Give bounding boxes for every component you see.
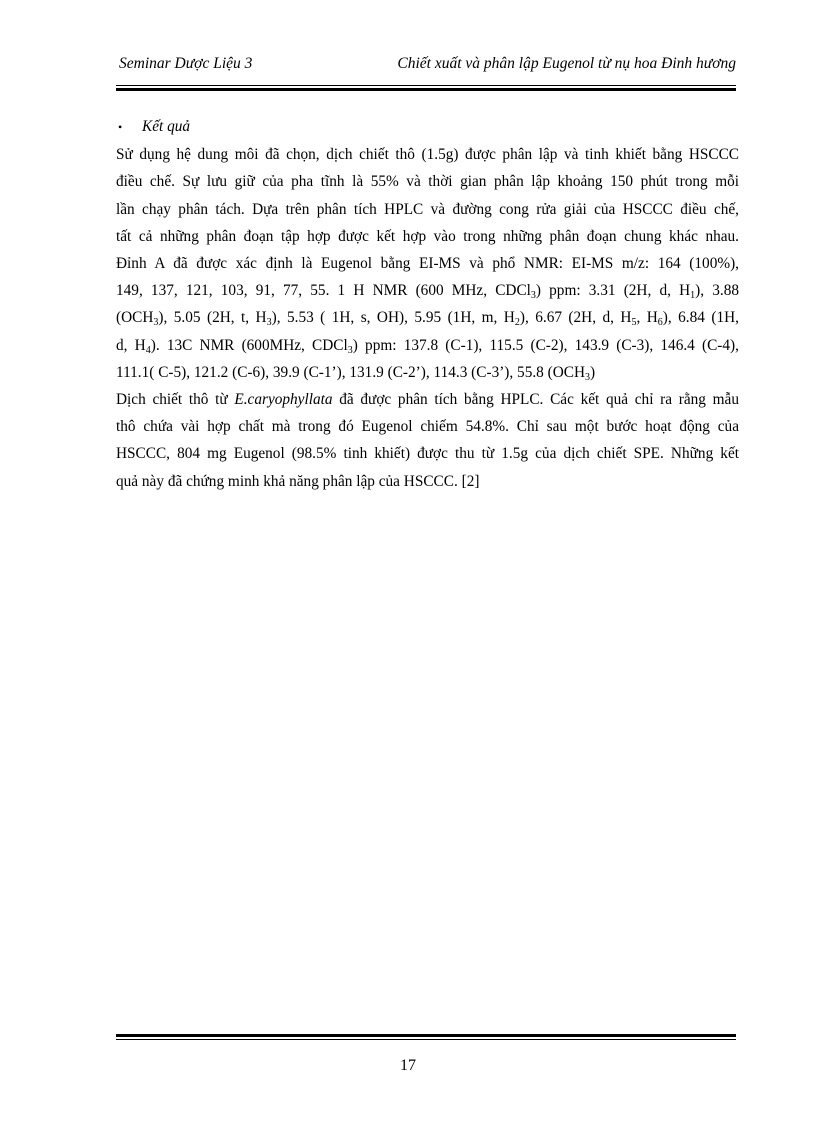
text-line: Dịch chiết thô từ E.caryophyllata đã được phân tích bằng HPLC. Các kết quả chỉ ra rằng mẫu: [116, 391, 739, 409]
text-line: $(OCH_3)$, 5.05 (2H, t, $H_3$), 5.53 ( 1H, s, OH), 5.95 (1H, m, $H_2$), 6.67 (2H, d, $H_5$, $H_6$), 6.84 (1H,: [116, 309, 739, 329]
header-rule-thick: [116, 88, 736, 91]
header-document-title: Chiết xuất và phân lập Eugenol từ nụ hoa Đinh hương: [397, 55, 736, 72]
header-rule-thin: [116, 85, 736, 86]
text-line: lần chạy phân tách. Dựa trên phân tích HPLC và đường cong rửa giải của HSCCC điều chế,: [116, 200, 739, 218]
page-number: 17: [400, 1057, 416, 1074]
footer-rule-thin: [116, 1039, 736, 1040]
text-line: thô chứa vài hợp chất mà trong đó Eugenol chiếm 54.8%. Chỉ sau một bước hoạt động của: [116, 418, 739, 436]
section-heading: [116, 113, 739, 141]
text-line: Sử dụng hệ dung môi đã chọn, dịch chiết thô (1.5g) được phân lập và tinh khiết bằng HSCCC: [116, 146, 739, 164]
text-line: HSCCC, 804 mg Eugenol (98.5% tinh khiết) được thu từ 1.5g của dịch chiết SPE. Những kết: [116, 445, 739, 463]
text-line: 149, 137, 121, 103, 91, 77, 55. 1 H NMR (600 MHz, CDCl$_3$) ppm: 3.31 (2H, d, $H_1$), 3.88: [116, 282, 739, 302]
text-line: điều chế. Sự lưu giữ của pha tĩnh là 55% và thời gian phân lập khoảng 150 phút trong mỗi: [116, 173, 739, 191]
footer-rule-thick: [116, 1034, 736, 1037]
results-paragraph-2: [116, 386, 739, 495]
results-paragraph-1: [116, 141, 739, 386]
bullet-icon: •: [118, 120, 123, 134]
species-name: E.caryophyllata: [234, 391, 333, 409]
text-line: Đỉnh A đã được xác định là Eugenol bằng EI-MS và phổ NMR: EI-MS m/z: 164 (100%),: [116, 255, 739, 273]
text-line: 111.1( C-5), 121.2 (C-6), 39.9 (C-1’), 131.9 (C-2’), 114.3 (C-3’), 55.8 $(OCH_3)$: [116, 363, 596, 383]
text-line: quả này đã chứng minh khả năng phân lập của HSCCC. [2]: [116, 472, 480, 490]
text-line: d, $H_4$). 13C NMR (600MHz, CDCl$_3$) ppm: 137.8 (C-1), 115.5 (C-2), 143.9 (C-3), 146.4 (C-4),: [116, 336, 739, 356]
page-header: [116, 55, 736, 77]
page-body: [116, 113, 739, 495]
header-course-title: Seminar Dược Liệu 3: [119, 55, 253, 72]
section-title: Kết quả: [142, 118, 191, 135]
text-line: tất cả những phân đoạn tập hợp được kết hợp vào trong những phân đoạn chung khác nhau.: [116, 227, 739, 245]
